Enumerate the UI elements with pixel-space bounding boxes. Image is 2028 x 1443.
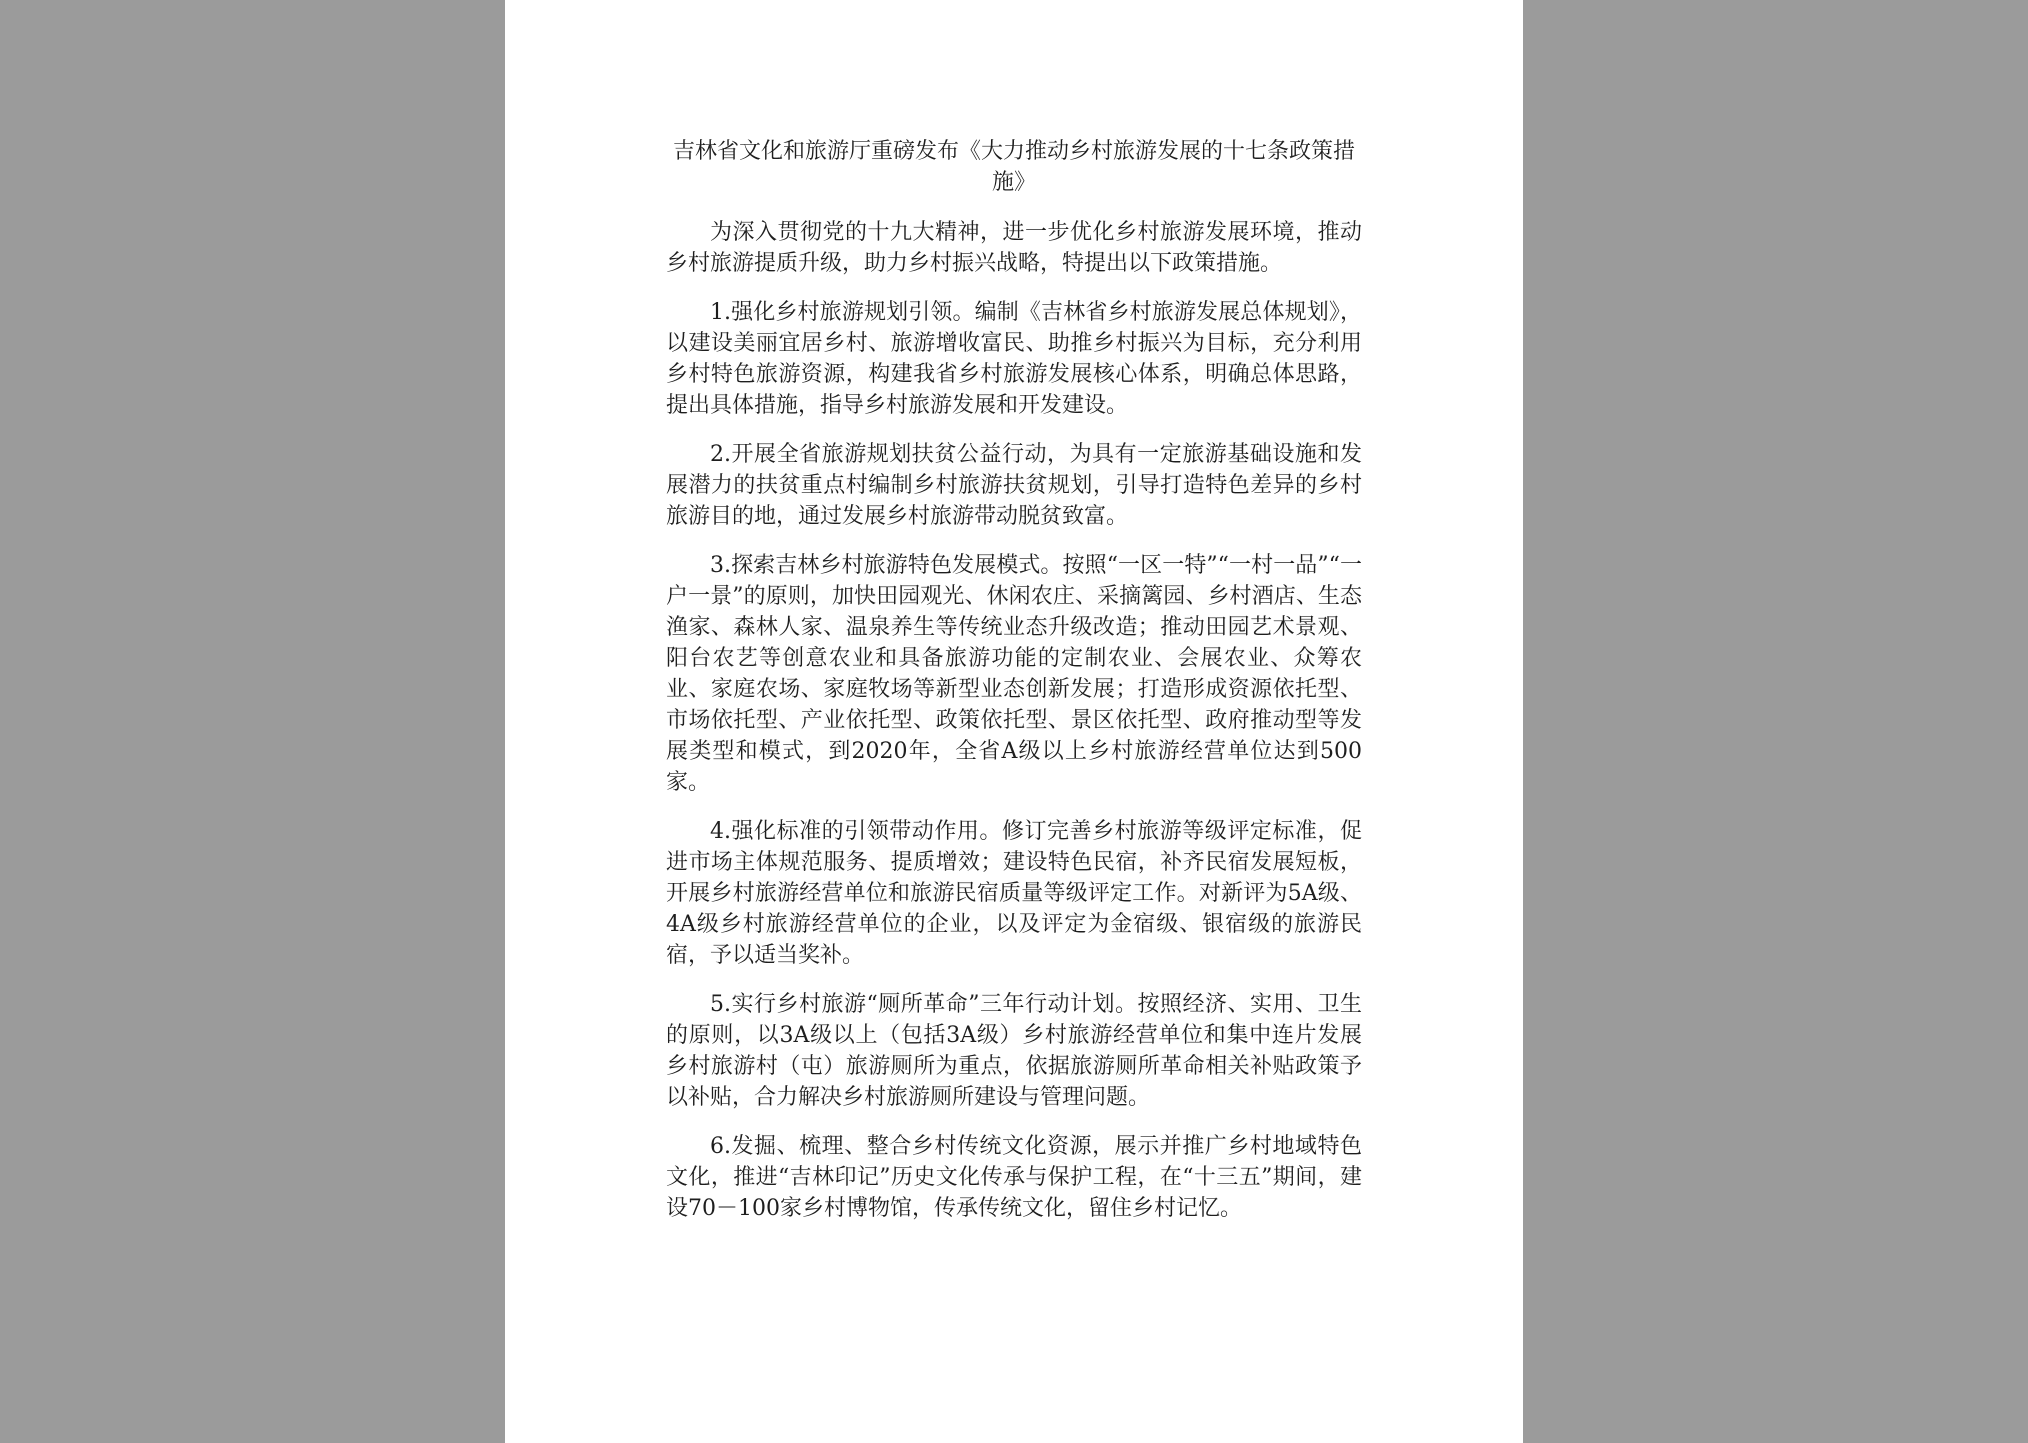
policy-item-6: 6.发掘、梳理、整合乡村传统文化资源，展示并推广乡村地域特色文化，推进“吉林印记”历史文化传承与保护工程，在“十三五”期间，建设70－100家乡村博物馆，传承传统文化，留住乡村记忆。 [666,1134,1362,1221]
policy-item-3: 3.探索吉林乡村旅游特色发展模式。按照“一区一特”“一村一品”“一户一景”的原则，加快田园观光、休闲农庄、采摘篱园、乡村酒店、生态渔家、森林人家、温泉养生等传统业态升级改造；推动田园艺术景观、阳台农艺等创意农业和具备旅游功能的定制农业、会展农业、众筹农业、家庭农场、家庭牧场等新型业态创新发展；打造形成资源依托型、市场依托型、产业依托型、政策依托型、景区依托型、政府推动型等发展类型和模式，到2020年，全省A级以上乡村旅游经营单位达到500家。 [666,553,1362,795]
policy-item-4: 4.强化标准的引领带动作用。修订完善乡村旅游等级评定标准，促进市场主体规范服务、提质增效；建设特色民宿，补齐民宿发展短板，开展乡村旅游经营单位和旅游民宿质量等级评定工作。对新评为5A级、4A级乡村旅游经营单位的企业，以及评定为金宿级、银宿级的旅游民宿，予以适当奖补。 [666,819,1362,968]
intro-paragraph: 为深入贯彻党的十九大精神，进一步优化乡村旅游发展环境，推动乡村旅游提质升级，助力乡村振兴战略，特提出以下政策措施。 [666,220,1362,276]
policy-item-5: 5.实行乡村旅游“厕所革命”三年行动计划。按照经济、实用、卫生的原则，以3A级以上（包括3A级）乡村旅游经营单位和集中连片发展乡村旅游村（屯）旅游厕所为重点，依据旅游厕所革命相关补贴政策予以补贴，合力解决乡村旅游厕所建设与管理问题。 [666,992,1362,1110]
document-page [505,0,1523,1443]
document-title: 吉林省文化和旅游厅重磅发布《大力推动乡村旅游发展的十七条政策措施》 [672,139,1355,195]
policy-item-2: 2.开展全省旅游规划扶贫公益行动，为具有一定旅游基础设施和发展潜力的扶贫重点村编制乡村旅游扶贫规划，引导打造特色差异的乡村旅游目的地，通过发展乡村旅游带动脱贫致富。 [666,442,1362,529]
policy-item-1: 1.强化乡村旅游规划引领。编制《吉林省乡村旅游发展总体规划》，以建设美丽宜居乡村、旅游增收富民、助推乡村振兴为目标，充分利用乡村特色旅游资源，构建我省乡村旅游发展核心体系，明确总体思路，提出具体措施，指导乡村旅游发展和开发建设。 [666,300,1362,418]
